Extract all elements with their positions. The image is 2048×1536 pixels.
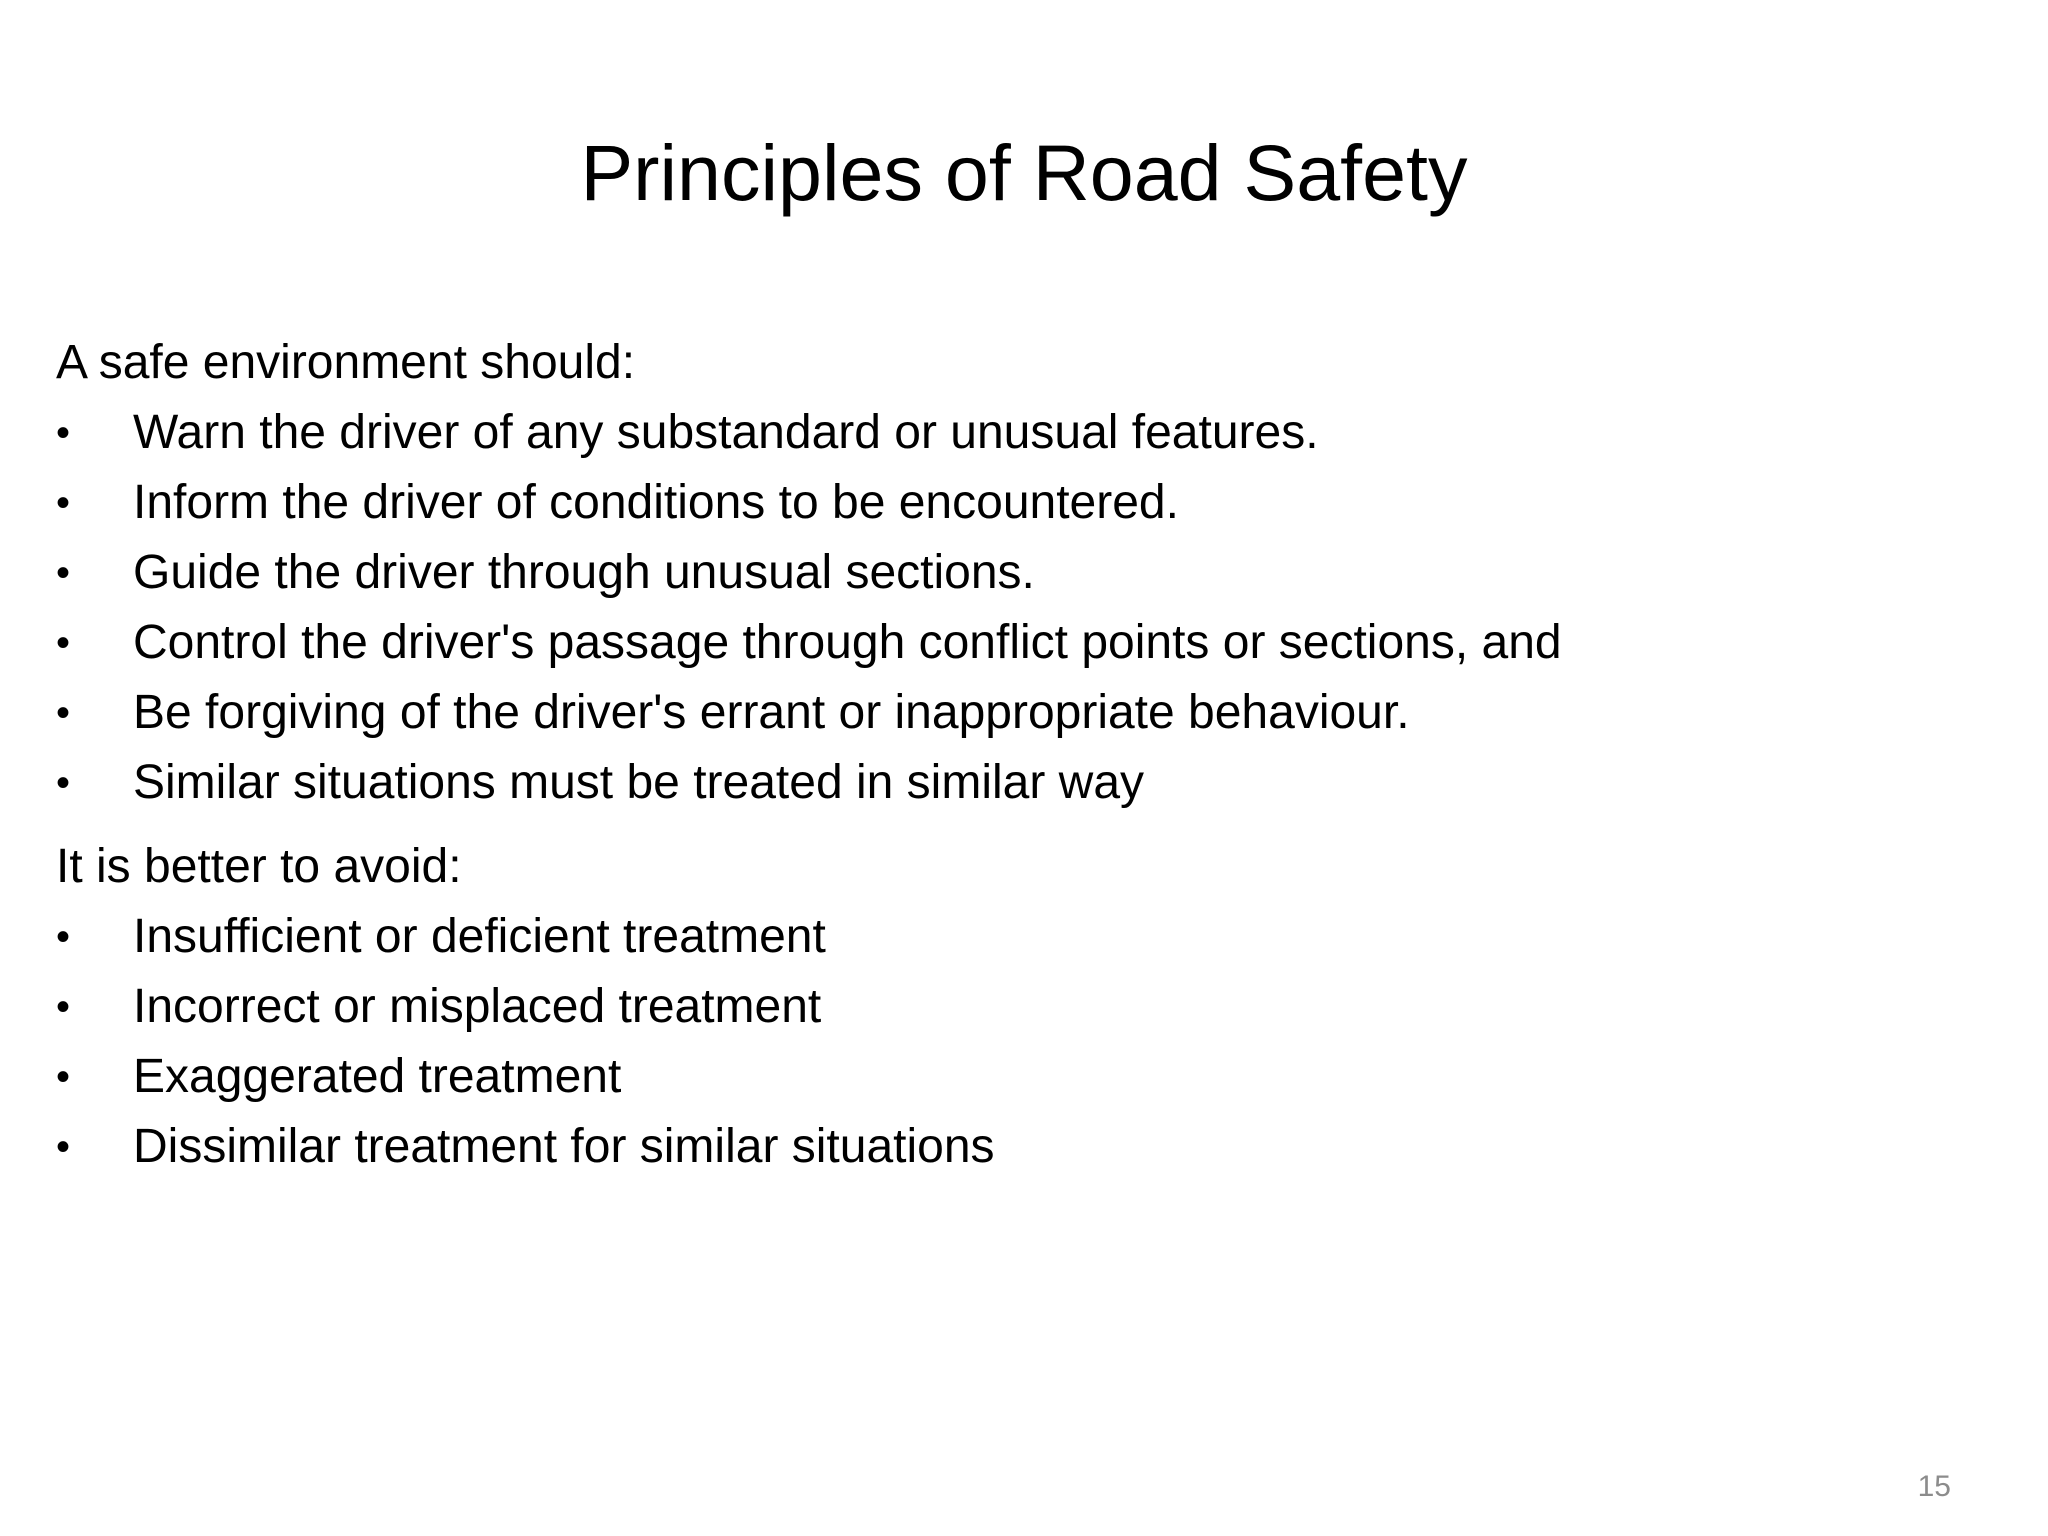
list-item-text: Warn the driver of any substandard or unusual features. [133, 406, 1319, 459]
list-item-text: Inform the driver of conditions to be encountered. [133, 476, 1179, 529]
section-heading: A safe environment should: [56, 336, 636, 389]
list-item [56, 538, 1936, 608]
list-item [56, 468, 1936, 538]
bullet-icon: • [56, 411, 71, 455]
slide-content [56, 328, 1936, 1182]
slide-title: Principles of Road Safety [580, 128, 1468, 217]
bullet-icon: • [56, 621, 71, 665]
list-item-text: Incorrect or misplaced treatment [133, 980, 822, 1033]
list-item-text: Similar situations must be treated in similar way [133, 756, 1145, 809]
bullet-list [56, 902, 1936, 1182]
list-item [56, 748, 1936, 818]
list-item [56, 972, 1936, 1042]
bullet-icon: • [56, 761, 71, 805]
page-number: 15 [1917, 1470, 1951, 1503]
list-item [56, 398, 1936, 468]
list-item [56, 1042, 1936, 1112]
section-heading: It is better to avoid: [56, 840, 462, 893]
list-item-text: Be forgiving of the driver's errant or inappropriate behaviour. [133, 686, 1410, 739]
list-item-text: Exaggerated treatment [133, 1050, 622, 1103]
list-item-text: Control the driver's passage through conflict points or sections, and [133, 616, 1562, 669]
bullet-icon: • [56, 915, 71, 959]
bullet-icon: • [56, 481, 71, 525]
list-item-text: Guide the driver through unusual sections. [133, 546, 1035, 599]
bullet-icon: • [56, 985, 71, 1029]
list-item-text: Insufficient or deficient treatment [133, 910, 826, 963]
list-item [56, 1112, 1936, 1182]
list-item [56, 902, 1936, 972]
section-avoid [56, 832, 1936, 1182]
bullet-icon: • [56, 1125, 71, 1169]
list-item [56, 608, 1936, 678]
section-safe-environment [56, 328, 1936, 818]
list-item-text: Dissimilar treatment for similar situations [133, 1120, 995, 1173]
bullet-icon: • [56, 1055, 71, 1099]
bullet-list [56, 398, 1936, 818]
list-item [56, 678, 1936, 748]
bullet-icon: • [56, 551, 71, 595]
bullet-icon: • [56, 691, 71, 735]
section-gap [56, 818, 1936, 832]
